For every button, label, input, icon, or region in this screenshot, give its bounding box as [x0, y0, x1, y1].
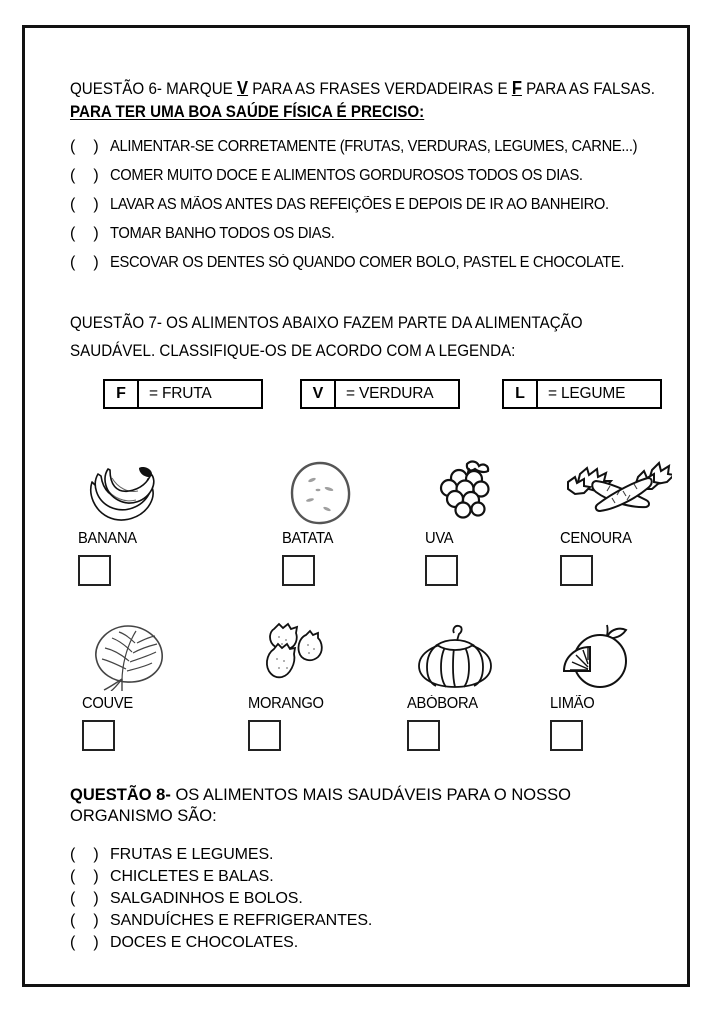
question-7-heading	[70, 314, 694, 333]
option-text: SANDUÍCHES E REFRIGERANTES.	[110, 912, 373, 929]
statement-item	[70, 196, 694, 214]
answer-parentheses[interactable]: ( )	[70, 846, 99, 863]
question-8-heading	[70, 786, 694, 805]
food-label-uva: UVA	[425, 530, 454, 547]
statement-item	[70, 167, 694, 185]
answer-box-couve[interactable]	[82, 720, 115, 751]
answer-parentheses[interactable]: ( )	[70, 934, 99, 951]
answer-parentheses[interactable]: ( )	[70, 890, 99, 907]
carrot-illustration	[560, 456, 672, 526]
question-6-instruction-pre: MARQUE	[161, 80, 238, 98]
food-item-couve	[82, 621, 174, 751]
question-7-heading-line2: SAUDÁVEL. CLASSIFIQUE-OS DE ACORDO COM A LEGENDA:	[70, 342, 516, 360]
question-8-number: QUESTÃO 8-	[70, 786, 171, 804]
statement-item	[70, 225, 694, 243]
question-8-option-list	[70, 846, 694, 952]
question-6-subtitle: PARA TER UMA BOA SAÚDE FÍSICA É PRECISO:	[70, 103, 425, 121]
option-item	[70, 912, 694, 930]
statement-text: TOMAR BANHO TODOS OS DIAS.	[110, 225, 335, 242]
legend-item-fruta	[103, 379, 263, 409]
answer-box-morango[interactable]	[248, 720, 281, 751]
question-8-heading-text: OS ALIMENTOS MAIS SAUDÁVEIS PARA O NOSSO	[170, 786, 571, 804]
question-7-section	[70, 314, 694, 411]
option-text: SALGADINHOS E BOLOS.	[110, 890, 303, 907]
option-item	[70, 868, 694, 886]
option-item	[70, 846, 694, 864]
question-6-statement-list	[70, 138, 694, 272]
option-text: DOCES E CHOCOLATES.	[110, 934, 299, 951]
option-text: FRUTAS E LEGUMES.	[110, 846, 274, 863]
food-item-abobora	[407, 621, 503, 751]
answer-box-cenoura[interactable]	[560, 555, 593, 586]
kale-illustration	[82, 621, 174, 691]
statement-text: LAVAR AS MÃOS ANTES DAS REFEIÇÕES E DEPOIS DE IR AO BANHEIRO.	[110, 196, 609, 213]
food-label-batata: BATATA	[282, 530, 334, 547]
food-item-uva	[425, 456, 503, 586]
banana-illustration	[78, 456, 166, 526]
legend-key-v: V	[302, 381, 336, 407]
question-6-heading	[70, 78, 694, 99]
statement-item	[70, 254, 694, 272]
food-label-banana: BANANA	[78, 530, 137, 547]
false-letter-marker: F	[511, 78, 522, 98]
answer-parentheses[interactable]: ( )	[70, 225, 99, 242]
worksheet-page-border	[22, 25, 690, 987]
answer-parentheses[interactable]: ( )	[70, 912, 99, 929]
answer-box-uva[interactable]	[425, 555, 458, 586]
question-7-number: QUESTÃO 7-	[70, 314, 162, 332]
food-item-batata	[282, 456, 360, 586]
option-item	[70, 890, 694, 908]
answer-box-batata[interactable]	[282, 555, 315, 586]
answer-parentheses[interactable]: ( )	[70, 196, 99, 213]
lemon-illustration	[550, 621, 646, 691]
legend-item-legume	[502, 379, 662, 409]
legend-value-verdura: = VERDURA	[346, 385, 434, 402]
legend-value-fruta: = FRUTA	[149, 385, 212, 402]
food-item-cenoura	[560, 456, 672, 586]
food-label-abobora: ABÓBORA	[407, 695, 478, 712]
statement-text: ESCOVAR OS DENTES SÓ QUANDO COMER BOLO, PASTEL E CHOCOLATE.	[110, 254, 625, 271]
question-6-subtitle-row	[70, 103, 694, 122]
answer-parentheses[interactable]: ( )	[70, 138, 99, 155]
statement-item	[70, 138, 694, 156]
potato-illustration	[282, 456, 360, 526]
question-6-instruction-post: PARA AS FALSAS.	[521, 80, 656, 98]
answer-parentheses[interactable]: ( )	[70, 254, 99, 271]
question-8-heading-line2: ORGANISMO SÃO:	[70, 807, 217, 825]
option-text: CHICLETES E BALAS.	[110, 868, 274, 885]
question-6-number: QUESTÃO 6-	[70, 80, 162, 98]
strawberry-illustration	[248, 621, 334, 691]
food-label-cenoura: CENOURA	[560, 530, 632, 547]
true-letter-marker: V	[237, 78, 249, 98]
answer-box-banana[interactable]	[78, 555, 111, 586]
answer-box-abobora[interactable]	[407, 720, 440, 751]
food-item-banana	[78, 456, 166, 586]
answer-parentheses[interactable]: ( )	[70, 868, 99, 885]
legend-row	[70, 379, 694, 411]
legend-item-verdura	[300, 379, 460, 409]
food-label-limao: LIMÃO	[550, 695, 595, 712]
food-label-morango: MORANGO	[248, 695, 324, 712]
pumpkin-illustration	[407, 621, 503, 691]
legend-key-l: L	[504, 381, 538, 407]
food-item-limao	[550, 621, 646, 751]
question-6-instruction-mid: PARA AS FRASES VERDADEIRAS E	[248, 80, 512, 98]
food-label-couve: COUVE	[82, 695, 133, 712]
question-7-heading-text: OS ALIMENTOS ABAIXO FAZEM PARTE DA ALIMENTAÇÃO	[161, 314, 583, 332]
legend-key-f: F	[105, 381, 139, 407]
grapes-illustration	[425, 456, 503, 526]
question-7-heading-line2-row	[70, 342, 694, 361]
answer-box-limao[interactable]	[550, 720, 583, 751]
legend-value-legume: = LEGUME	[548, 385, 626, 402]
statement-text: COMER MUITO DOCE E ALIMENTOS GORDUROSOS TODOS OS DIAS.	[110, 167, 583, 184]
question-6-section	[70, 78, 694, 283]
question-8-section	[70, 786, 694, 956]
food-item-morango	[248, 621, 334, 751]
option-item	[70, 934, 694, 952]
statement-text: ALIMENTAR-SE CORRETAMENTE (FRUTAS, VERDURAS, LEGUMES, CARNE...)	[110, 138, 638, 155]
answer-parentheses[interactable]: ( )	[70, 167, 99, 184]
